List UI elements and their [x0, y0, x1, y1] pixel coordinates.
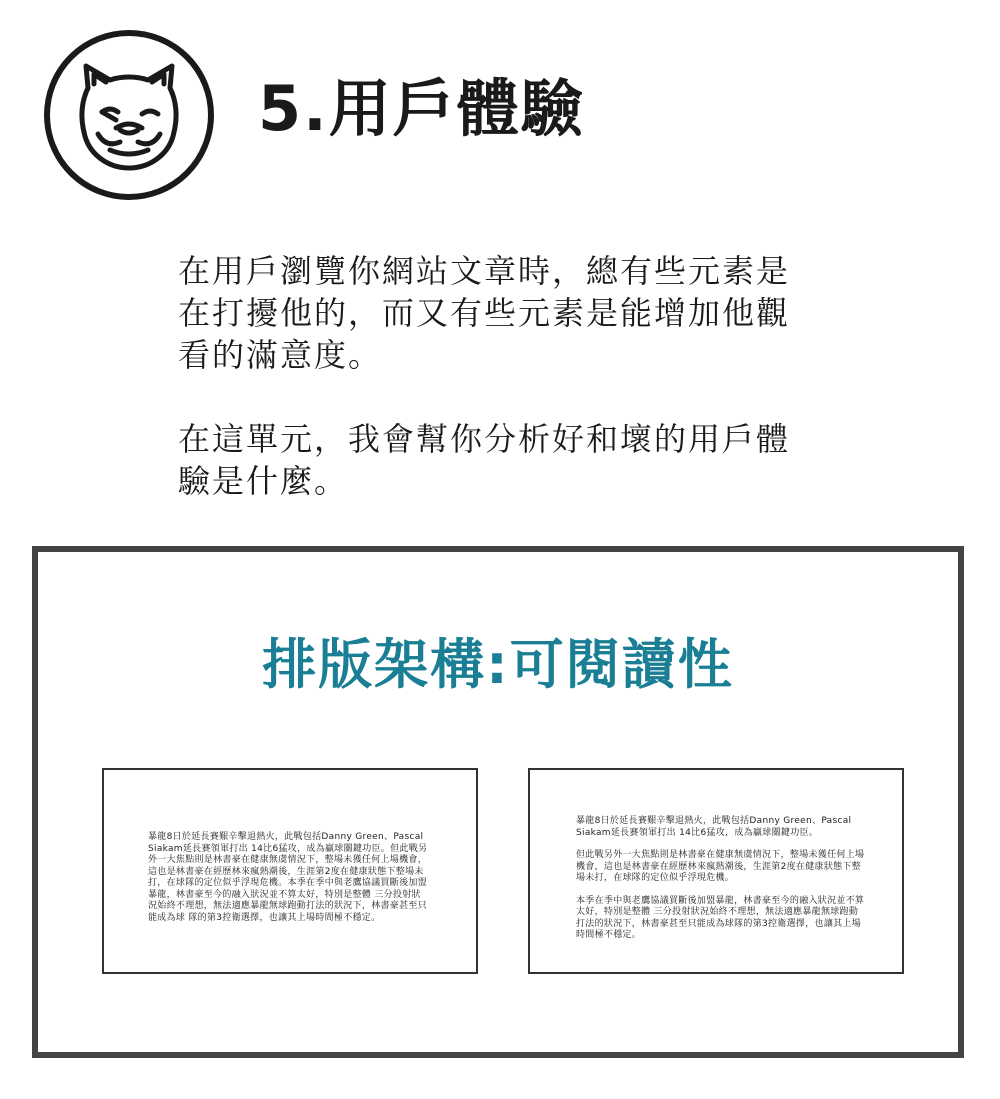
- panel-title: 排版架構:可閱讀性: [262, 633, 734, 696]
- spaced-text-paragraph-1: 暴龍8日於延長賽艱辛擊退熱火，此戰包括Danny Green、Pascal Siakam延長賽領軍打出 14比6猛攻，成為贏球關鍵功臣。: [576, 816, 852, 838]
- dense-text-paragraph: 暴龍8日於延長賽艱辛擊退熱火，此戰包括Danny Green、Pascal Siakam延長賽領軍打出 14比6猛攻，成為贏球關鍵功臣。但此戰另外一大焦點則是林書豪在健康無虞情況下，整場未獲任何上場機會，這也是林書豪在經歷林來瘋熱潮後，生涯第2度在健康狀態下整場未打，在球隊的定位似乎浮現危機。本季在季中與老鷹協議買斷後加盟暴龍，林書豪至今的融入狀況並不算太好，特別是整體 三分投射狀況始終不理想，無法適應暴龍無球跑動打法的狀況下，林書豪甚至只能成為球 隊的第3控衛選擇，也讓其上場時間極不穩定。: [148, 832, 428, 923]
- readability-panel: [32, 546, 964, 1058]
- dense-text-body: [148, 832, 428, 924]
- spaced-text-paragraph-3: 本季在季中與老鷹協議買斷後加盟暴龍，林書豪至今的融入狀況並不算太好，特別是整體 三分投射狀況始終不理想，無法適應暴龍無球跑動打法的狀況下，林書豪甚至只能成為球隊的第3控衛選擇，也讓其上場時間極不穩定。: [576, 895, 865, 940]
- dense-text-example: [102, 768, 478, 974]
- spaced-text-paragraph-2: 但此戰另外一大焦點則是林書豪在健康無虞情況下，整場未獲任何上場機會，這也是林書豪在經歷林來瘋熱潮後，生涯第2度在健康狀態下整場未打，在球隊的定位似乎浮現危機。: [576, 850, 865, 883]
- french-bulldog-face-icon: [50, 36, 208, 194]
- logo: [44, 30, 214, 200]
- intro-paragraph-1: 在用戶瀏覽你網站文章時，總有些元素是 在打擾他的，而又有些元素是能增加他觀 看的滿意度。: [178, 252, 791, 374]
- spaced-text-example: [528, 768, 904, 974]
- page-title: 5.用戶體驗: [258, 72, 585, 145]
- intro-text: [178, 250, 858, 502]
- spaced-text-body: [576, 816, 866, 942]
- intro-paragraph-2: 在這單元，我會幫你分析好和壞的用戶體 驗是什麼。: [178, 420, 791, 500]
